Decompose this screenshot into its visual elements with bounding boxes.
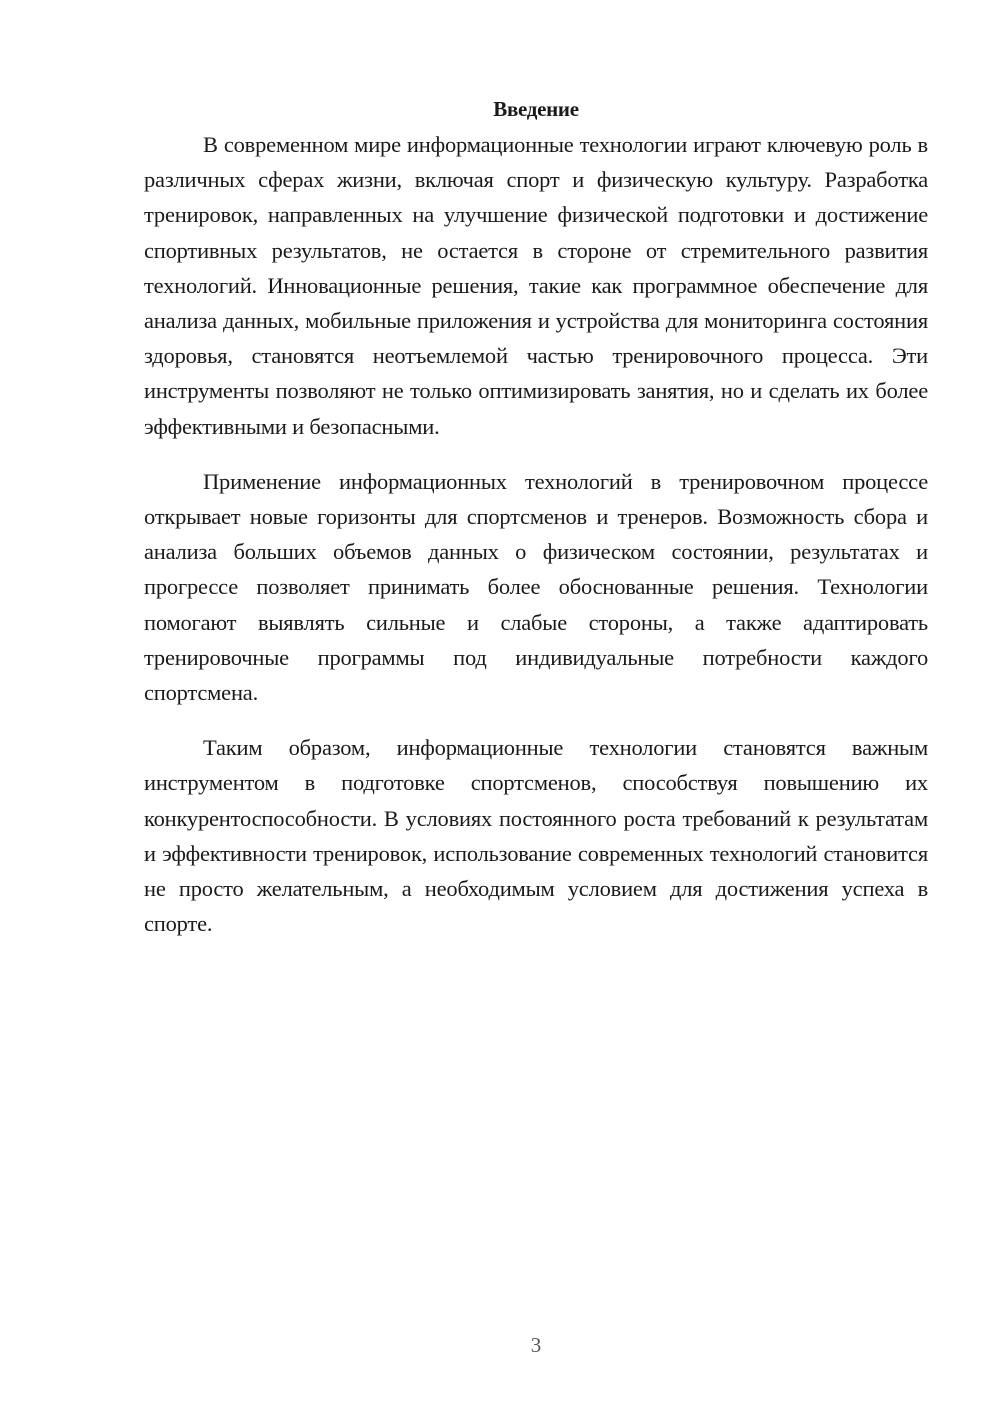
section-title: Введение — [493, 97, 579, 121]
page-number: 3 — [530, 1333, 542, 1357]
paragraph-2: Применение информационных технологий в тренировочном процессе открывает новые горизонты для спортсменов и тренеров. Возможность сбора и анализа больших объемов данных о физическом состоянии, результатах и прогрессе позволяет принимать более обоснованные решения. Технологии помогают выявлять сильные и слабые стороны, а также адаптировать тренировочные программы под индивидуальные потребности каждого спортсмена. — [144, 468, 928, 706]
paragraph-1: В современном мире информационные технологии играют ключевую роль в различных сферах жизни, включая спорт и физическую культуру. Разработка тренировок, направленных на улучшение физической подготовки и достижение спортивных результатов, не остается в стороне от стремительного развития технологий. Инновационные решения, такие как программное обеспечение для анализа данных, мобильные приложения и устройства для мониторинга состояния здоровья, становятся неотъемлемой частью тренировочного процесса. Эти инструменты позволяют не только оптимизировать занятия, но и сделать их более эффективными и безопасными. — [144, 132, 928, 439]
page-content — [144, 92, 928, 941]
paragraph-3: Таким образом, информационные технологии становятся важным инструментом в подготовке спортсменов, способствуя повышению их конкурентоспособности. В условиях постоянного роста требований к результатам и эффективности тренировок, использование современных технологий становится не просто желательным, а необходимым условием для достижения успеха в спорте. — [144, 735, 928, 937]
